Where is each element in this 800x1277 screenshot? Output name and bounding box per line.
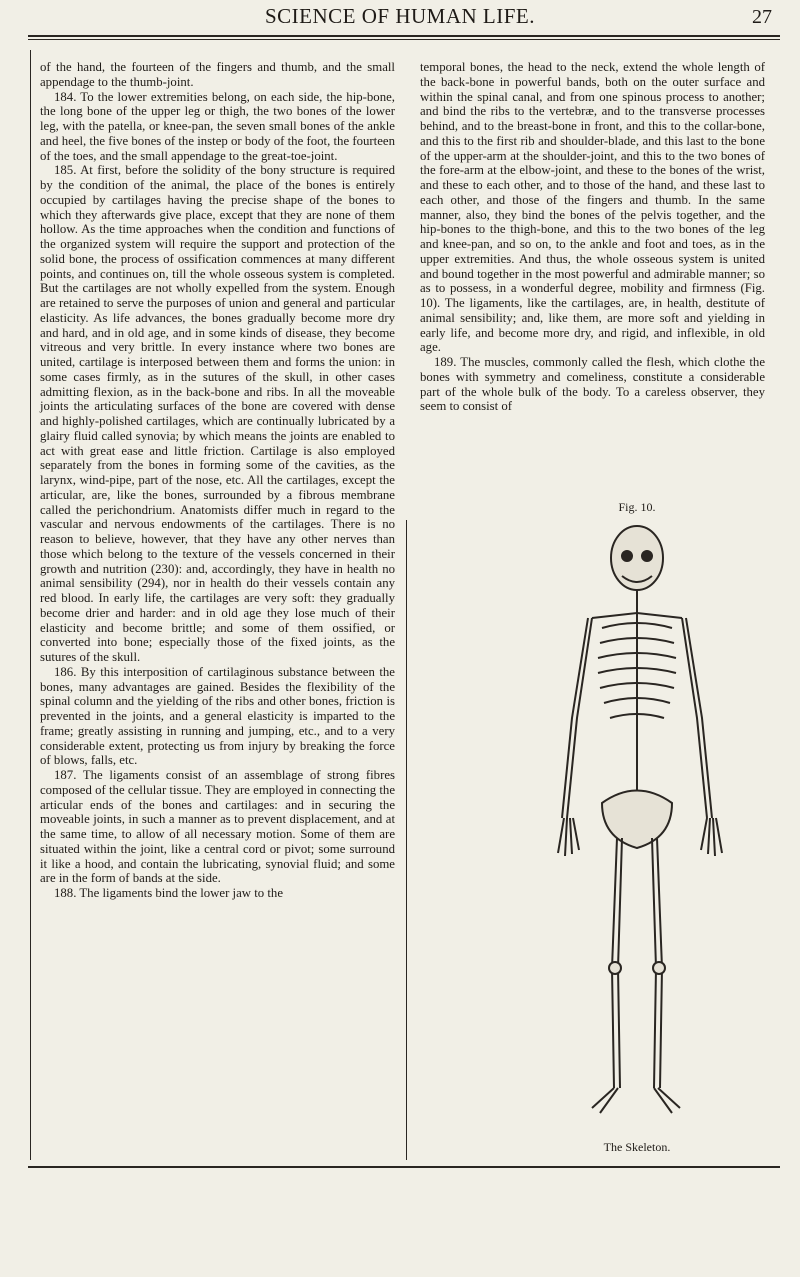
paragraph: 188. The ligaments bind the lower jaw to the (54, 886, 283, 900)
paragraph-185 (40, 163, 395, 665)
paragraph-text: 185. At first, before the solidity of the bony structure is required by the condition of the animal, the place of the bones is entirely occupied by cartilages having the precise shape of the bones to which they afterwards give place, except that they are none of them hollow. As the time approaches when the condition and functions of the organized system will require the support and protection of the solid bone, the process of ossification commences at many different points, and continues on, till the whole osseous system is completed. But the cartilages are not wholly expelled from the system. Enough are retained to serve the purposes of union and general and particular elasticity. As life advances, the bones gradually become more dry and hard, and in old age, and in some kinds of disease, they become vitreous and very brittle. In every instance where two bones are united, cartilage is interposed between them and forms the union: in some cases firmly, as in the sutures of the skull, in other cases admitting flexion, as in the back-bone and ribs. In all the moveable joints the articulating surfaces of the bone are covered with dense and highly-polished cartilages, which are continually lubricated by a glairy fluid called synovia; by which means the joints are enabled to act with great ease and little friction. Cartilage is also employed separately from the bones in forming some of the cavities, as the larynx, wind-pipe, part of the nose, etc. All the cartilages, except the articular, are, like the bones, surrounded by a fibrous membrane called the perichondrium. Anatomists differ much in regard to the vascular and nervous endowments of the cartilages. There is no reason to believe, however, that they have any other nerves than those which belong to the texture of the vessels concerned in their growth and nutrition (230): and, accordingly, they have in health no animal sensibility (294), nor in health do their vessels contain any red blood. In early life, the cartilages are very soft: they gradually become drier and harder: and in old age they lose much of their elasticity and become brittle; and some of them ossified, or converted into bone; especially those of the fixed joints, as the sutures of the skull. (40, 163, 395, 664)
skeleton-illustration-icon (522, 518, 752, 1138)
left-column (40, 60, 395, 901)
paragraph: 187. The ligaments consist of an assemblage of strong fibres composed of the cellular tissue. They are employed in connecting the articular ends of the bones and cartilages: and in securing the moveable joints, in such a manner as to prevent displacement, and at the same time, to allow of all necessary motion. Some of them are situated within the joint, like a central cord or pivot; some surround it like a hood, and contain the lubricating, synovial fluid; and some are in the form of bands at the side. (40, 768, 395, 886)
figure-10 (522, 500, 752, 1155)
right-column (420, 60, 765, 414)
footer-rule (28, 1166, 780, 1168)
page-number: 27 (752, 6, 772, 28)
paragraph: 184. To the lower extremities belong, on each side, the hip-bone, the long bone of the upper leg or thigh, the two bones of the lower leg, with the patella, or knee-pan, the seven small bones of the ankle and heel, the five bones of the instep or body of the foot, the fourteen of the toes, and the small appendage to the great-toe-joint. (40, 89, 395, 163)
figure-frame-line (406, 520, 407, 1160)
figure-label: Fig. 10. (618, 500, 656, 514)
paragraph: 186. By this interposition of cartilaginous substance between the bones, many advantages are gained. Besides the flexibility of the spinal column and the yielding of the ribs and other bones, friction is prevented in the joints, and a general elasticity is imparted to the frame; greatly assisting in running and jumping, etc., and to a very considerable extent, protecting us from injury by breaking the force of blows, falls, etc. (40, 664, 395, 768)
paragraph: temporal bones, the head to the neck, extend the whole length of the back-bone in powerful bands, both on the outer surface and within the spinal canal, and from one spinous process to another; and bind the ribs to the vertebræ, and to the transverse processes behind, and to the breast-bone in front, and this to the collar-bone, and this to the first rib and shoulder-blade, and this last to the bone of the upper-arm at the shoulder-joint, and this to the two bones of the fore-arm at the elbow-joint, and these to the bones of the wrist, and these to each other, and to those of the hand, and these last to each other, and those of the fingers and thumb. In the same manner, also, they bind the bones of the pelvis together, and the hip-bones to the thigh-bone, and this to the two bones of the leg and knee-pan, and so on, to the ankle and foot and toes, as in the upper extremities. And thus, the whole osseous system is united and bound together in the most powerful and admirable manner; so as to possess, in a wonderful degree, mobility and firmness (Fig. 10). The ligaments, like the cartilages, are, in health, destitute of animal sensibility; and, like them, are more soft and yielding in early life, and become more dry, and rigid, and inflexible, in old age. (420, 60, 765, 355)
paragraph: 189. The muscles, commonly called the flesh, which clothe the bones with symmetry and comeliness, constitute a considerable part of the whole bulk of the body. To a careless observer, they seem to consist of (420, 355, 765, 414)
left-border-line (30, 50, 31, 1160)
header-rule-thin (28, 39, 780, 40)
figure-caption: The Skeleton. (603, 1140, 671, 1154)
header-rule (28, 35, 780, 37)
paragraph: of the hand, the fourteen of the fingers and thumb, and the small appendage to the thumb-joint. (40, 60, 395, 89)
running-head: SCIENCE OF HUMAN LIFE. (264, 4, 535, 28)
